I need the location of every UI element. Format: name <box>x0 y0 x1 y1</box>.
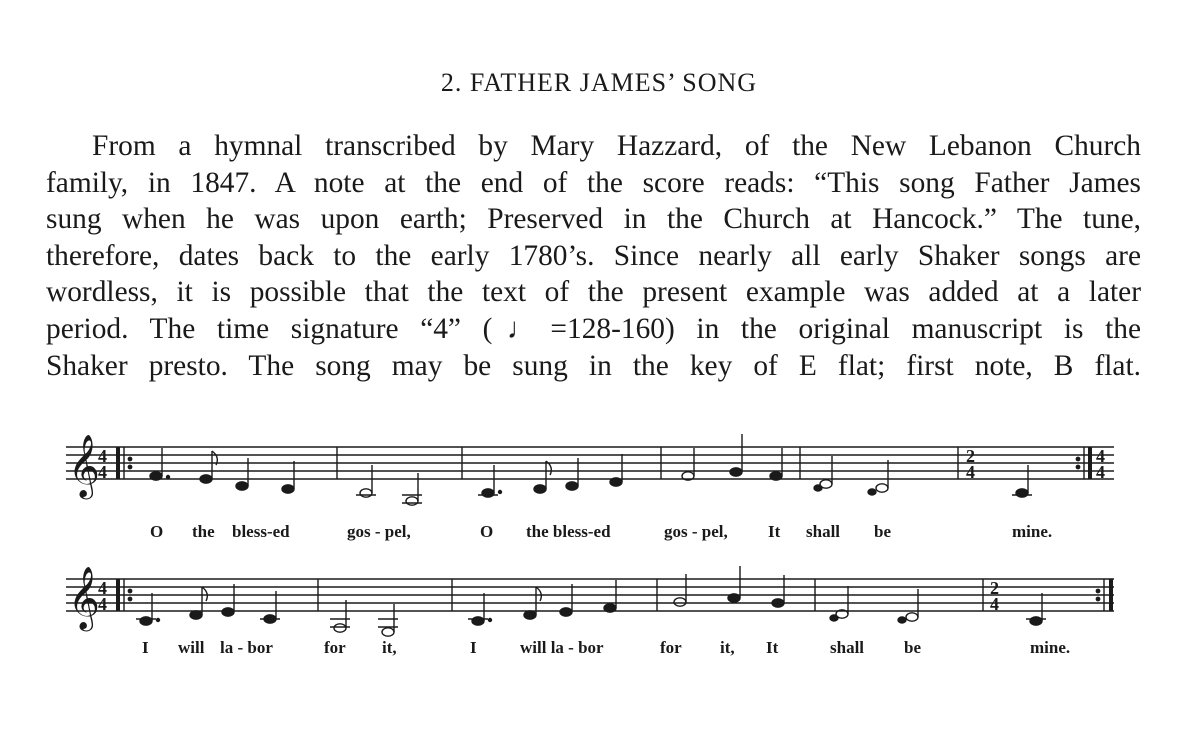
lyric-syllable: shall <box>830 638 865 657</box>
lyric-syllable: it, <box>720 638 735 657</box>
lyric-syllable: the <box>192 522 215 541</box>
lyric-syllable: It <box>768 522 781 541</box>
paragraph-line: Shaker presto. The song may be sung in the key of E flat; first note, B flat. <box>46 349 1141 382</box>
notes-system-1 <box>150 434 1032 505</box>
lyric-syllable: bless-ed <box>232 522 290 541</box>
time-signature-change-bottom: 4 <box>966 462 975 482</box>
lyric-syllable: I <box>470 638 477 657</box>
time-signature-top: 4 <box>98 578 107 598</box>
lyric-syllable: gos - pel, <box>664 522 728 541</box>
lyric-syllable: It <box>766 638 779 657</box>
lyric-syllable: mine. <box>1012 522 1053 541</box>
lyric-syllable: gos - pel, <box>347 522 411 541</box>
lyric-syllable: will <box>178 638 205 657</box>
time-signature-bottom: 4 <box>98 594 107 614</box>
lyric-syllable: mine. <box>1030 638 1071 657</box>
lyric-syllable: the bless-ed <box>526 522 611 541</box>
lyric-syllable: be <box>904 638 921 657</box>
lyric-syllable: la - bor <box>220 638 273 657</box>
paragraph-line: period. The time signature “4” (♩=128-160) in the original manuscript is the <box>46 312 1141 345</box>
time-signature-end-top: 4 <box>1096 446 1105 466</box>
time-signature-top: 4 <box>98 446 107 466</box>
time-signature-change-bottom: 4 <box>990 594 999 614</box>
lyric-syllable: will la - bor <box>520 638 604 657</box>
paragraph-line: wordless, it is possible that the text of the present example was added at a later <box>46 276 1141 309</box>
lyrics-line-2 <box>0 638 1198 662</box>
staff-lines-1 <box>66 447 1114 479</box>
lyric-syllable: O <box>150 522 164 541</box>
time-signature-change-top: 2 <box>966 446 975 466</box>
lyric-syllable: I <box>142 638 149 657</box>
paragraph-line: therefore, dates back to the early 1780’s. Since nearly all early Shaker songs are <box>46 239 1141 272</box>
lyric-syllable: it, <box>382 638 397 657</box>
lyric-syllable: shall <box>806 522 841 541</box>
paragraph-line: From a hymnal transcribed by Mary Hazzard, of the New Lebanon Church <box>92 130 1141 162</box>
treble-clef-icon: 𝄞 <box>68 434 100 497</box>
lyric-syllable: O <box>480 522 494 541</box>
staff-lines-2 <box>66 579 1114 611</box>
lyric-syllable: for <box>324 638 346 657</box>
treble-clef-icon: 𝄞 <box>68 566 100 629</box>
time-signature-end-bottom: 4 <box>1096 462 1105 482</box>
lyric-syllable: be <box>874 522 891 541</box>
page-title: 2. FATHER JAMES’ SONG <box>440 68 758 97</box>
time-signature-change-top: 2 <box>990 578 999 598</box>
notes-system-2 <box>136 566 1046 636</box>
time-signature-bottom: 4 <box>98 462 107 482</box>
lyrics-line-1 <box>0 522 1198 546</box>
paragraph-line: family, in 1847. A note at the end of the score reads: “This song Father James <box>46 166 1141 199</box>
lyric-syllable: for <box>660 638 682 657</box>
paragraph-line: sung when he was upon earth; Preserved in the Church at Hancock.” The tune, <box>46 203 1141 236</box>
